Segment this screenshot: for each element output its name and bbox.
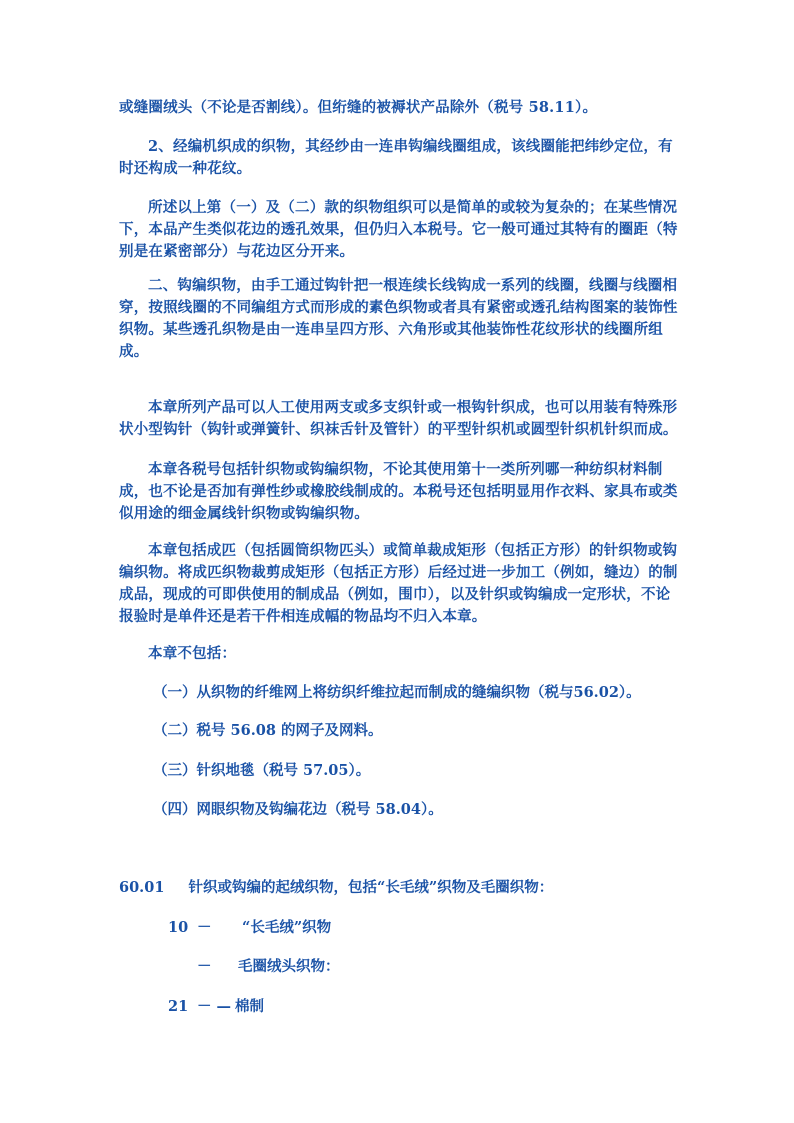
paragraph-crochet: 二、钩编织物，由手工通过钩针把一根连续长线钩成一系列的线圈，线圈与线圈相穿，按照线圈的不同编组方式而形成的素色织物或者具有紧密或透孔结构图案的装饰性织物。某些透孔织物是由一连串呈四方形、六角形或其他装饰性花纹形状的线圈所组成。	[119, 277, 678, 360]
heading-code: 60.01	[119, 879, 165, 896]
subheading-dash: － —	[197, 998, 232, 1015]
exclusion-item: （二）税号 56.08 的网子及网料。	[153, 722, 383, 739]
subheading-dash: －	[197, 958, 212, 975]
subheading-code: 10	[168, 919, 189, 936]
exclusion-item: （三）针织地毯（税号 57.05）。	[153, 762, 371, 779]
paragraph-chapter-scope: 本章所列产品可以人工使用两支或多支织针或一根钩针织成，也可以用装有特殊形状小型钩针（钩针或弹簧针、织袜舌针及管针）的平型针织机或圆型针织机针织而成。	[119, 399, 678, 438]
heading-row	[119, 877, 553, 899]
paragraph-chapter-headings: 本章各税号包括针织物或钩编织物，不论其使用第十一类所列哪一种纺织材料制成，也不论是否加有弹性纱或橡胶线制成的。本税号还包括明显用作衣料、家具布或类似用途的细金属线针织物或钩编织物。	[119, 461, 678, 522]
subheading-dash: －	[197, 919, 212, 936]
heading-title: 针织或钩编的起绒织物，包括“长毛绒”织物及毛圈织物：	[188, 879, 554, 896]
subheading-label: “长毛绒”织物	[242, 919, 332, 936]
paragraph-exclusions-intro: 本章不包括：	[148, 645, 237, 662]
paragraph-warp-knit: 2、经编机织成的织物，其经纱由一连串钩编线圈组成，该线圈能把纬纱定位，有时还构成一种花纹。	[119, 138, 673, 177]
exclusion-item: （一）从织物的纤维网上将纺织纤维拉起而制成的缝编织物（税与56.02）。	[153, 684, 641, 701]
subheading-code: 21	[168, 998, 189, 1015]
subheading-label: 毛圈绒头织物：	[238, 958, 340, 975]
exclusion-item: （四）网眼织物及钩编花边（税号 58.04）。	[153, 801, 443, 818]
paragraph-structure: 所述以上第（一）及（二）款的织物组织可以是简单的或较为复杂的；在某些情况下，本品产生类似花边的透孔效果，但仍归入本税号。它一般可通过其特有的圈距（特别是在紧密部分）与花边区分开来。	[119, 199, 678, 260]
subheading-label: 棉制	[235, 998, 264, 1015]
paragraph-chapter-pieces: 本章包括成匹（包括圆筒织物匹头）或简单裁成矩形（包括正方形）的针织物或钩编织物。将成匹织物裁剪成矩形（包括正方形）后经过进一步加工（例如，缝边）的制成品，现成的可即供使用的制成品（例如，围巾），以及针织或钩编成一定形状，不论报验时是单件还是若干件相连成幅的物品均不归入本章。	[119, 542, 678, 625]
paragraph-continuation: 或缝圈绒头（不论是否割线）。但绗缝的被褥状产品除外（税号 58.11）。	[119, 99, 598, 116]
